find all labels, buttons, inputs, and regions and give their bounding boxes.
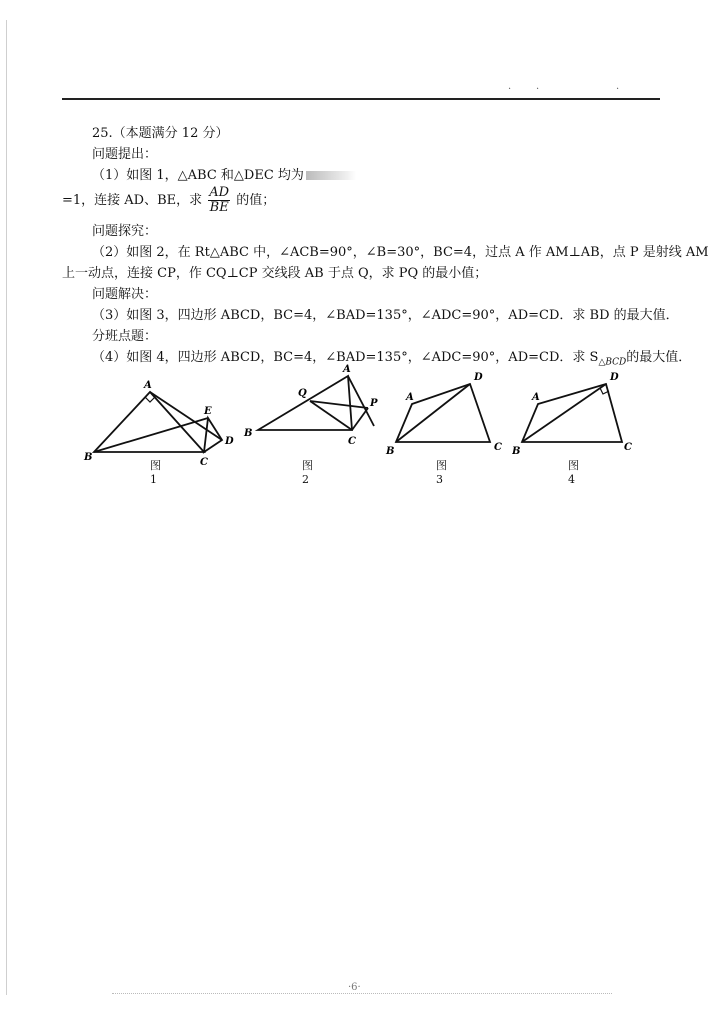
question-1-line-1: （1）如图 1，△ABC 和△DEC 均为 — [92, 164, 356, 183]
section-heading-3: 问题解决： — [92, 287, 158, 302]
question-3: （3）如图 3，四边形 ABCD，BC=4，∠BAD=135°，∠ADC=90°，AD=CD．求 BD 的最大值． — [92, 308, 679, 323]
smudge-mark — [306, 171, 356, 180]
label-b: B — [244, 428, 253, 439]
page-left-edge — [6, 20, 7, 995]
section-heading-2: 问题探究： — [92, 224, 158, 239]
segment-be — [94, 418, 208, 452]
segment-cp — [352, 408, 368, 430]
fraction-ad-be: $\frac{AD}{BE}$ — [209, 185, 230, 215]
label-d: D — [225, 436, 234, 447]
figure-2 — [242, 360, 395, 470]
question-2-line-1: （2）如图 2，在 Rt△ABC 中，∠ACB=90°，∠B=30°，BC=4，过点 A 作 AM⊥AB，点 P 是射线 AM — [92, 245, 709, 260]
section-heading-4: 分班点题： — [92, 329, 158, 344]
question-2-line-2: 上一动点，连接 CP，作 CQ⊥CP 交线段 AB 于点 Q，求 PQ 的最小值； — [62, 266, 488, 281]
label-c: C — [200, 457, 208, 468]
right-angle-mark — [145, 397, 155, 402]
section-heading-1: 问题提出： — [92, 147, 158, 162]
label-a: A — [343, 364, 351, 375]
label-b: B — [84, 452, 93, 463]
label-p: P — [370, 398, 378, 409]
question-4: （4）如图 4，四边形 ABCD，BC=4，∠BAD=135°，∠ADC=90°，AD=CD．求 $S_{\triangle BCD}$的最大值． — [92, 350, 692, 368]
problem-title: 25.（本题满分 12 分） — [92, 126, 229, 141]
question-1-line-2: =1，连接 AD、BE，求 $\frac{AD}{BE}$ 的值； — [62, 185, 276, 215]
figure-1-caption: 图 1 — [150, 459, 161, 486]
label-b: B — [512, 446, 521, 457]
label-a: A — [406, 392, 414, 403]
scan-dot: · — [508, 84, 512, 95]
label-a: A — [532, 392, 540, 403]
figure-4-caption: 图 4 — [568, 459, 579, 486]
header-rule — [62, 98, 660, 100]
label-c: C — [494, 442, 502, 453]
triangle-abc — [258, 376, 352, 430]
page-number: ·6· — [348, 982, 361, 993]
scan-dot: · — [536, 84, 540, 95]
label-d: D — [474, 372, 483, 383]
label-c: C — [348, 436, 356, 447]
label-a: A — [144, 380, 152, 391]
label-q: Q — [298, 388, 307, 399]
footer-rule — [112, 993, 612, 995]
label-d: D — [610, 372, 619, 383]
figure-1 — [82, 370, 242, 470]
label-c: C — [624, 442, 632, 453]
figure-3 — [382, 366, 512, 466]
figure-2-caption: 图 2 — [302, 459, 313, 486]
label-b: B — [386, 446, 395, 457]
scan-dot: · — [616, 84, 620, 95]
figure-3-caption: 图 3 — [436, 459, 447, 486]
label-e: E — [204, 406, 212, 417]
figure-4 — [512, 366, 642, 466]
